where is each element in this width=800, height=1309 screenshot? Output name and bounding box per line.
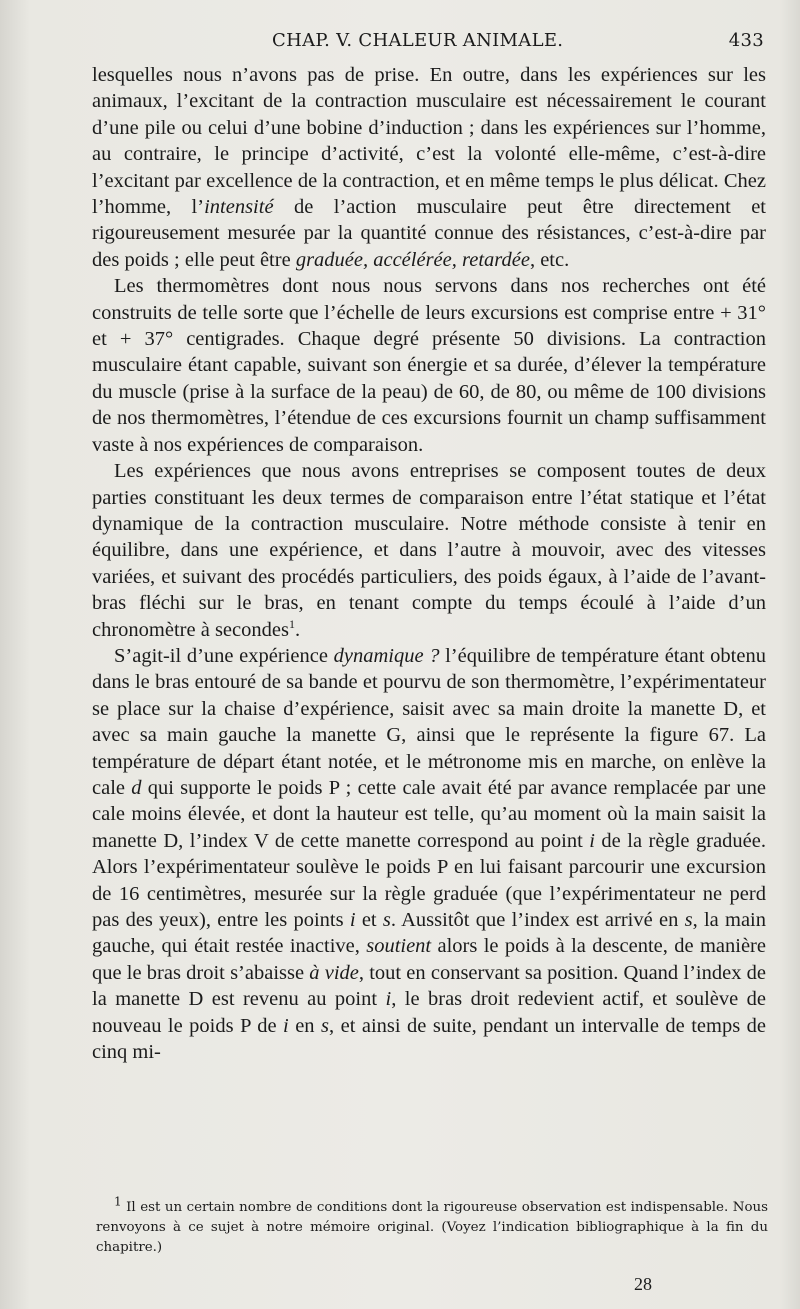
text-run: de la règle graduée. Alors l’expérimentateur soulève le poids P en lui faisant parcourir une excursion de 16 centimètres, mesurée sur la règle graduée (que l’expérimentateur ne perd pas des yeux), entre les points: [92, 829, 766, 931]
emphasis: à vide: [309, 961, 359, 984]
text-run: de l’action musculaire peut être directement et rigoureusement mesurée par la quantité connue des résistances, c’est-à-dire par des poids ; elle peut être: [92, 196, 766, 271]
text-run: et: [355, 909, 383, 931]
page-number: 433: [728, 30, 764, 51]
text-run: S’agit-il d’une expérience: [114, 644, 334, 667]
text-run: , le bras droit redevient actif, et soulève de nouveau le poids P de: [92, 988, 766, 1037]
body-text: [92, 62, 766, 1065]
paragraph: [92, 273, 766, 458]
footnote: [96, 1194, 769, 1258]
text-run: . Aussitôt que l’index est arrivé en: [390, 909, 685, 931]
text-run: , et ainsi de suite, pendant un intervalle de temps de cinq mi-: [92, 1014, 766, 1064]
page-header: [92, 30, 764, 56]
text-run: lesquelles nous n’avons pas de prise. En outre, dans les expériences sur les animaux, l’excitant de la contraction musculaire est nécessairement le courant d’une pile ou celui d’une bobine d’induction ; dans les expériences sur l’homme, au contraire, le principe d’activité, c’est la volonté elle-même, c’est-à-dire l’excitant par excellence de la contraction, et en même temps le plus délicat. Chez l’homme, l’: [92, 64, 766, 219]
emphasis: soutient: [366, 935, 432, 958]
emphasis: d: [131, 776, 142, 799]
paragraph: [92, 643, 766, 1066]
emphasis: s: [382, 909, 391, 931]
running-title: CHAP. V. CHALEUR ANIMALE.: [272, 30, 564, 51]
paragraph: [92, 458, 766, 643]
footnote-ref: 1: [288, 616, 295, 631]
emphasis: i: [349, 909, 356, 931]
footnote-text: Il est un certain nombre de conditions dont la rigoureuse observation est indispensable. Nous renvoyons à ce sujet à notre mémoire original. (Voyez l’indication bibliographique à la fin du chapitre.): [96, 1200, 769, 1255]
text-run: en: [288, 1014, 322, 1037]
emphasis: graduée, accélérée, retardée: [295, 248, 530, 271]
signature-mark: 28: [634, 1274, 652, 1294]
text-run: l’équilibre de température étant obtenu dans le bras entouré de sa bande et pourvu de son thermomètre, l’expérimentateur se place sur la chaise d’expérience, saisit avec sa main droite la manette D, et avec sa main gauche la manette G, ainsi que le représente la figure 67. La température de départ étant notée, et le métronome mis en marche, on enlève la cale: [92, 644, 766, 799]
emphasis: s: [321, 1014, 329, 1037]
text-run: .: [294, 618, 301, 641]
text-run: Les expériences que nous avons entreprises se composent toutes de deux parties constituant les deux termes de comparaison entre l’état statique et l’état dynamique de la contraction musculaire. Notre méthode consiste à tenir en équilibre, dans une expérience, et dans l’autre à mouvoir, avec des vitesses variées, et suivant des procédés particuliers, des poids égaux, à l’aide de l’avant-bras fléchi sur le bras, en tenant compte du temps écoulé à l’aide d’un chronomètre à secondes: [92, 460, 766, 641]
emphasis: i: [589, 829, 595, 852]
paragraph: [92, 62, 766, 273]
emphasis: dynamique ?: [333, 644, 440, 667]
text-run: alors le poids à la descente, de manière que le bras droit s’abaisse: [92, 935, 766, 984]
emphasis: s: [684, 909, 693, 931]
text-run: , etc.: [529, 248, 570, 271]
footnotes: [96, 1194, 769, 1258]
emphasis: i: [283, 1014, 289, 1037]
emphasis: i: [385, 988, 392, 1011]
emphasis: intensité: [204, 196, 274, 219]
text-run: , tout en conservant sa position. Quand l’index de la manette D est revenu au point: [92, 961, 766, 1011]
text-run: , la main gauche, qui était restée inactive,: [92, 909, 766, 958]
footnote-mark: 1: [114, 1194, 122, 1209]
text-run: qui supporte le poids P ; cette cale avait été par avance remplacée par une cale moins élevée, et dont la hauteur est telle, qu’au moment où la main saisit la manette D, l’index V de cette manette correspond au point: [92, 776, 766, 852]
text-run: Les thermomètres dont nous nous servons dans nos recherches ont été construits de telle sorte que l’échelle de leurs excursions est comprise entre + 31° et + 37° centigrades. Chaque degré présente 50 divisions. La contraction musculaire étant capable, suivant son énergie et sa durée, d’élever la température du muscle (prise à la surface de la peau) de 60, de 80, ou même de 100 divisions de nos thermomètres, l’étendue de ces excursions fournit un champ suffisamment vaste à nos expériences de comparaison.: [92, 275, 766, 456]
